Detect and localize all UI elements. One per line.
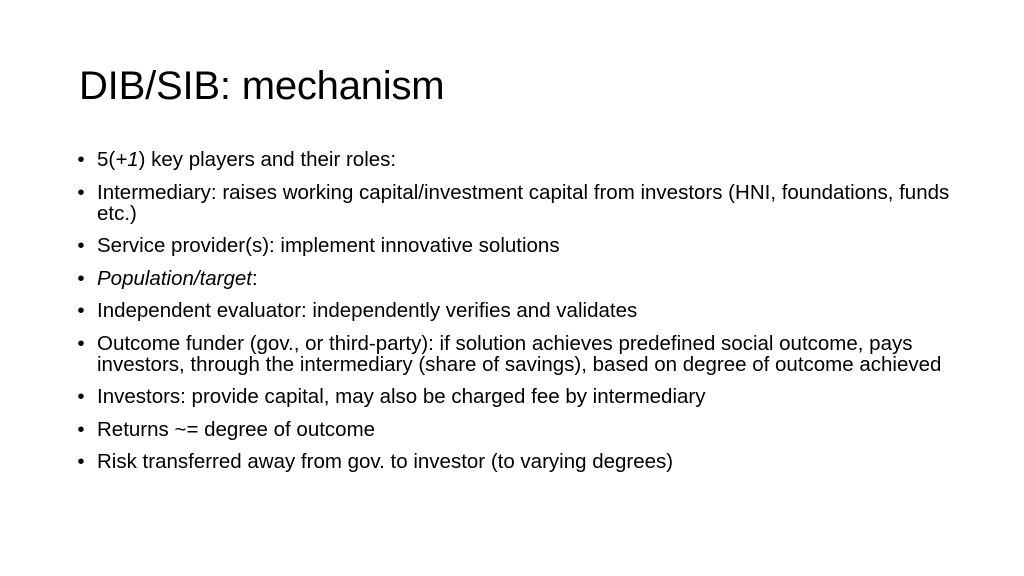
bullet-dot-icon: • — [77, 385, 85, 408]
bullet-text: Returns ~= degree of outcome — [97, 417, 376, 441]
bullet-dot-icon: • — [77, 234, 85, 257]
bullet-item — [74, 451, 954, 472]
bullet-text: 5( — [97, 148, 116, 171]
bullet-text: +1 — [115, 148, 139, 171]
bullet-text: Investors: provide capital, may also be charged fee by intermediary — [97, 385, 706, 408]
bullet-dot-icon: • — [77, 180, 85, 204]
bullet-item — [74, 235, 954, 256]
bullet-list — [74, 149, 954, 484]
bullet-item — [74, 419, 954, 440]
bullet-item — [74, 300, 954, 321]
bullet-dot-icon: • — [77, 331, 85, 355]
bullet-text: : — [252, 266, 258, 290]
bullet-text: Risk transferred away from gov. to investor (to varying degrees) — [97, 450, 674, 473]
bullet-dot-icon: • — [77, 148, 85, 171]
bullet-dot-icon: • — [77, 417, 85, 441]
bullet-text: Population/target — [97, 266, 253, 290]
bullet-dot-icon: • — [77, 266, 85, 290]
bullet-item — [74, 182, 954, 224]
bullet-item — [74, 333, 954, 375]
bullet-text: Outcome funder (gov., or third-party): if solution achieves predefined social outcome, pays investors, through the intermediary (share of savings), based on degree of outcome achieved — [97, 331, 942, 376]
bullet-item — [74, 149, 954, 170]
bullet-text: Intermediary: raises working capital/investment capital from investors (HNI, foundations, funds etc.) — [97, 180, 950, 225]
bullet-item — [74, 386, 954, 407]
bullet-dot-icon: • — [77, 299, 85, 322]
bullet-text: ) key players and their roles: — [138, 148, 397, 171]
slide-title: DIB/SIB: mechanism — [79, 64, 445, 108]
bullet-item — [74, 268, 954, 289]
bullet-text: Independent evaluator: independently verifies and validates — [97, 299, 638, 322]
bullet-dot-icon: • — [77, 450, 85, 473]
bullet-text: Service provider(s): implement innovative solutions — [97, 234, 560, 257]
